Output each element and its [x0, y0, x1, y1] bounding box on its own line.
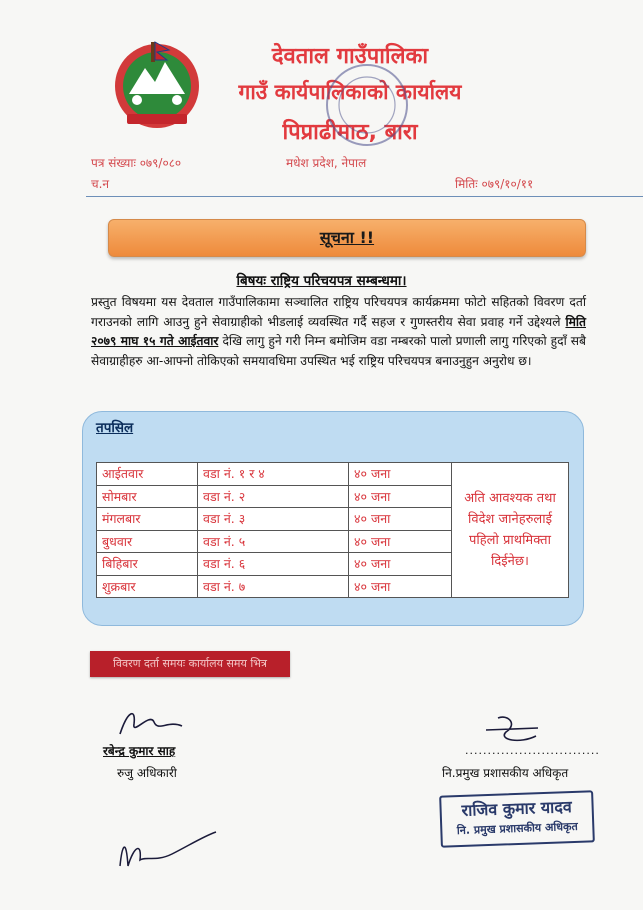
office-address: मधेश प्रदेश, नेपाल — [286, 156, 367, 170]
count-cell: ४० जना — [349, 485, 452, 508]
registration-time-badge: विवरण दर्ता समयः कार्यालय समय भित्र — [90, 651, 290, 677]
ward-cell: वडा नं. ६ — [198, 553, 349, 576]
officer-name-stamp — [439, 790, 595, 847]
count-cell: ४० जना — [349, 530, 452, 553]
right-signatory-title: नि.प्रमुख प्रशासकीय अधिकृत — [442, 766, 569, 780]
count-cell: ४० जना — [349, 463, 452, 486]
right-signature-dots: .............................. — [465, 744, 600, 757]
day-cell: बुधवार — [97, 530, 198, 553]
header-line-1: देवताल गाउँपालिका — [271, 44, 429, 69]
day-cell: शुक्रबार — [97, 575, 198, 598]
day-cell: आईतवार — [97, 463, 198, 486]
notice-body — [91, 293, 586, 371]
day-cell: मंगलबार — [97, 508, 198, 531]
header-line-2: गाउँ कार्यपालिकाको कार्यालय — [238, 80, 462, 104]
ward-cell: वडा नं. १ र ४ — [198, 463, 349, 486]
count-cell: ४० जना — [349, 508, 452, 531]
ward-cell: वडा नं. ५ — [198, 530, 349, 553]
left-signatory-name: रबेन्द्र कुमार साह — [103, 744, 176, 758]
signature-left-icon — [110, 702, 190, 742]
notice-title: सूचना !! — [319, 228, 375, 247]
body-highlight-date: मिति २०७९ माघ १५ गते आईतवार — [91, 314, 586, 348]
letter-number: पत्र संख्याः ०७९/०८० — [91, 156, 182, 170]
header-divider — [86, 196, 643, 197]
left-signatory-title: रुजु अधिकारी — [117, 766, 177, 780]
day-cell: बिहिबार — [97, 553, 198, 576]
table-row — [97, 463, 569, 486]
schedule-table — [96, 462, 569, 598]
stamp-title: नि. प्रमुख प्रशासकीय अधिकृत — [456, 819, 578, 838]
day-cell: सोमबार — [97, 485, 198, 508]
ward-cell: वडा नं. ७ — [198, 575, 349, 598]
office-seal-icon — [324, 62, 410, 148]
body-part-2: देखि लागु हुने गरी निम्न बमोजिम वडा नम्बरको पालो प्रणाली लागु गरिएको हुदाँ सबै सेवाग्राहीहरु आ-आफ्नो तोकिएको समयावधिमा उपस्थित भई राष्ट्रिय परिचयपत्र बनाउनुहुन अनुरोध छ। — [91, 334, 587, 368]
count-cell: ४० जना — [349, 575, 452, 598]
header-line-3: पिप्राढीमाठ, बारा — [282, 120, 418, 145]
ward-cell: वडा नं. ३ — [198, 508, 349, 531]
subject-line: बिषयः राष्ट्रिय परिचयपत्र सम्बन्धमा। — [236, 273, 407, 289]
dispatch-number: च.न — [91, 177, 110, 191]
letter-date: मितिः ०७९/१०/११ — [455, 177, 534, 191]
body-part-1: प्रस्तुत विषयमा यस देवताल गाउँपालिकामा सञ्चालित राष्ट्रिय परिचयपत्र कार्यक्रममा फोटो सहितको विवरण दर्ता गराउनको लागि आउनु हुने सेवाग्राहीको भीडलाई व्यवस्थित गर्दै सहज र गुणस्तरीय सेवा प्रवाह गर्ने उद्देश्यले — [91, 295, 586, 329]
priority-note: अति आवश्यक तथा विदेश जानेहरुलाई पहिलो प्राथमिक्ता दिईनेछ। — [452, 463, 569, 598]
bottom-signature-icon — [112, 826, 222, 874]
schedule-heading: तपसिल — [96, 420, 134, 436]
ward-cell: वडा नं. २ — [198, 485, 349, 508]
stamp-name: राजिव कुमार यादव — [461, 797, 572, 820]
notice-banner — [108, 219, 586, 257]
count-cell: ४० जना — [349, 553, 452, 576]
